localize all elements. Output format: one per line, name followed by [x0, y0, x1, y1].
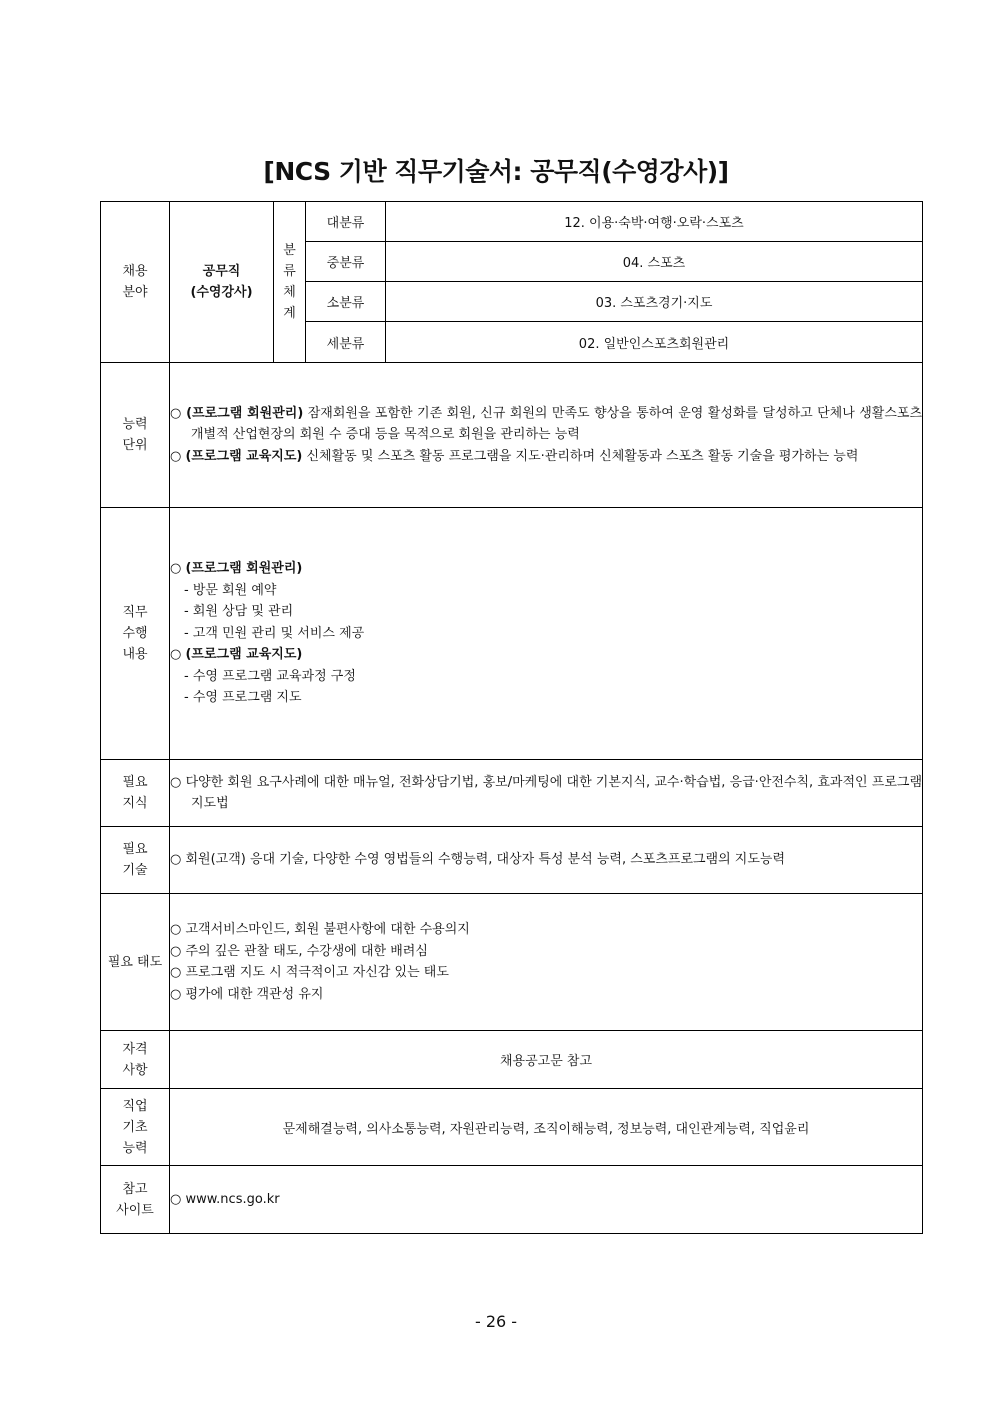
- attitude-content: [170, 894, 923, 1031]
- knowledge-label: [101, 760, 170, 827]
- qualification-label-line: 자격: [122, 1041, 148, 1057]
- page-title: [NCS 기반 직무기술서: 공무직(수영강사)]: [263, 157, 729, 186]
- reference-value: ○ www.ncs.go.kr: [170, 1166, 923, 1234]
- system-label-char: 체: [283, 285, 296, 300]
- duty-item: - 회원 상담 및 관리: [184, 604, 294, 620]
- bullet: ○: [170, 561, 182, 577]
- knowledge-content: [170, 760, 923, 827]
- position-line: (수영강사): [190, 285, 253, 300]
- minor-category-value: 03. 스포츠경기·지도: [386, 282, 923, 322]
- position-line: 공무직: [202, 264, 241, 279]
- position-cell: [170, 202, 274, 363]
- duties-label-line: 직무: [122, 605, 148, 620]
- qualification-label-line: 사항: [122, 1062, 148, 1078]
- ability-unit-title: (프로그램 회원관리): [186, 405, 304, 421]
- duties-label-line: 내용: [122, 647, 148, 662]
- attitude-item: ○ 주의 깊은 관찰 태도, 수강생에 대한 배려심: [170, 943, 428, 959]
- ability-unit-item: [170, 403, 922, 446]
- ability-unit-content: [170, 363, 923, 508]
- field-label-cell: [101, 202, 170, 363]
- major-category-label: 대분류: [306, 202, 386, 242]
- skills-text: [170, 849, 922, 871]
- ability-unit-item: [170, 446, 922, 468]
- skills-label-line: 필요: [122, 842, 148, 857]
- duty-group-title: [170, 644, 922, 666]
- sub-category-label: 세분류: [306, 322, 386, 363]
- system-label-char: 계: [283, 306, 296, 321]
- knowledge-label-line: 지식: [122, 796, 148, 811]
- ability-unit-text: 신체활동 및 스포츠 활동 프로그램을 지도·관리하며 신체활동과 스포츠 활동 기술을 평가하는 능력: [302, 448, 859, 464]
- bullet: ○: [170, 852, 182, 868]
- attitude-item: ○ 고객서비스마인드, 회원 불편사항에 대한 수용의지: [170, 922, 470, 937]
- duties-content: [170, 508, 923, 760]
- system-label-cell: [274, 202, 306, 363]
- qualification-label: [101, 1031, 170, 1089]
- minor-category-label: 소분류: [306, 282, 386, 322]
- field-label-line: 채용: [122, 264, 148, 279]
- basic-ability-label-line: 기초: [122, 1119, 148, 1135]
- reference-label-line: 사이트: [116, 1202, 154, 1218]
- basic-ability-label-line: 능력: [122, 1140, 148, 1156]
- basic-ability-label-line: 직업: [122, 1098, 148, 1114]
- job-description-table: [100, 201, 923, 1234]
- attitude-item: ○ 프로그램 지도 시 적극적이고 자신감 있는 태도: [170, 965, 449, 980]
- bullet: ○: [170, 405, 182, 421]
- duty-group-title: [170, 558, 922, 580]
- middle-category-label: 중분류: [306, 242, 386, 282]
- page-number: - 26 -: [474, 1312, 518, 1331]
- attitude-item: ○ 평가에 대한 객관성 유지: [170, 986, 324, 1002]
- ability-unit-label-line: 단위: [122, 438, 148, 453]
- attitude-label: 필요 태도: [101, 894, 170, 1031]
- skills-content: [170, 827, 923, 894]
- ability-unit-label: [101, 363, 170, 508]
- basic-ability-value: 문제해결능력, 의사소통능력, 자원관리능력, 조직이해능력, 정보능력, 대인관계능력, 직업윤리: [170, 1089, 923, 1166]
- duties-label-line: 수행: [122, 626, 148, 641]
- sub-category-value: 02. 일반인스포츠회원관리: [386, 322, 923, 363]
- basic-ability-label: [101, 1089, 170, 1166]
- middle-category-value: 04. 스포츠: [386, 242, 923, 282]
- bullet: ○: [170, 647, 182, 663]
- knowledge-text: [170, 772, 922, 815]
- duty-group-heading: (프로그램 회원관리): [185, 561, 303, 577]
- field-label-line: 분야: [122, 285, 148, 300]
- qualification-value: 채용공고문 참고: [170, 1031, 923, 1089]
- ability-unit-title: (프로그램 교육지도): [185, 448, 303, 464]
- duty-item: - 수영 프로그램 지도: [184, 690, 302, 706]
- knowledge-label-line: 필요: [122, 775, 148, 790]
- ability-unit-text: 잠재회원을 포함한 기존 회원, 신규 회원의 만족도 향상을 통하여 운영 활성화를 달성하고 단체나 생활스포츠 개별적 산업현장의 회원 수 증대 등을 목적으로 회원을 관리하는 능력: [191, 405, 923, 443]
- duties-label: [101, 508, 170, 760]
- duty-item: - 수영 프로그램 교육과정 구정: [184, 668, 356, 684]
- skills-label: [101, 827, 170, 894]
- major-category-value: 12. 이용·숙박·여행·오락·스포츠: [386, 202, 923, 242]
- ability-unit-label-line: 능력: [122, 417, 148, 432]
- duty-item: - 방문 회원 예약: [184, 582, 277, 598]
- knowledge-body: 다양한 회원 요구사례에 대한 매뉴얼, 전화상담기법, 홍보/마케팅에 대한 기본지식, 교수·학습법, 응급·안전수칙, 효과적인 프로그램 지도법: [181, 774, 922, 811]
- system-label-char: 류: [283, 264, 296, 279]
- reference-label: [101, 1166, 170, 1234]
- skills-label-line: 기술: [122, 863, 148, 878]
- duty-item: - 고객 민원 관리 및 서비스 제공: [184, 625, 365, 641]
- reference-label-line: 참고: [122, 1181, 148, 1197]
- bullet: ○: [170, 448, 182, 464]
- bullet: ○: [170, 774, 182, 790]
- system-label-char: 분: [283, 243, 296, 258]
- duty-group-heading: (프로그램 교육지도): [185, 647, 303, 663]
- skills-body: 회원(고객) 응대 기술, 다양한 수영 영법들의 수행능력, 대상자 특성 분석 능력, 스포츠프로그램의 지도능력: [181, 852, 786, 868]
